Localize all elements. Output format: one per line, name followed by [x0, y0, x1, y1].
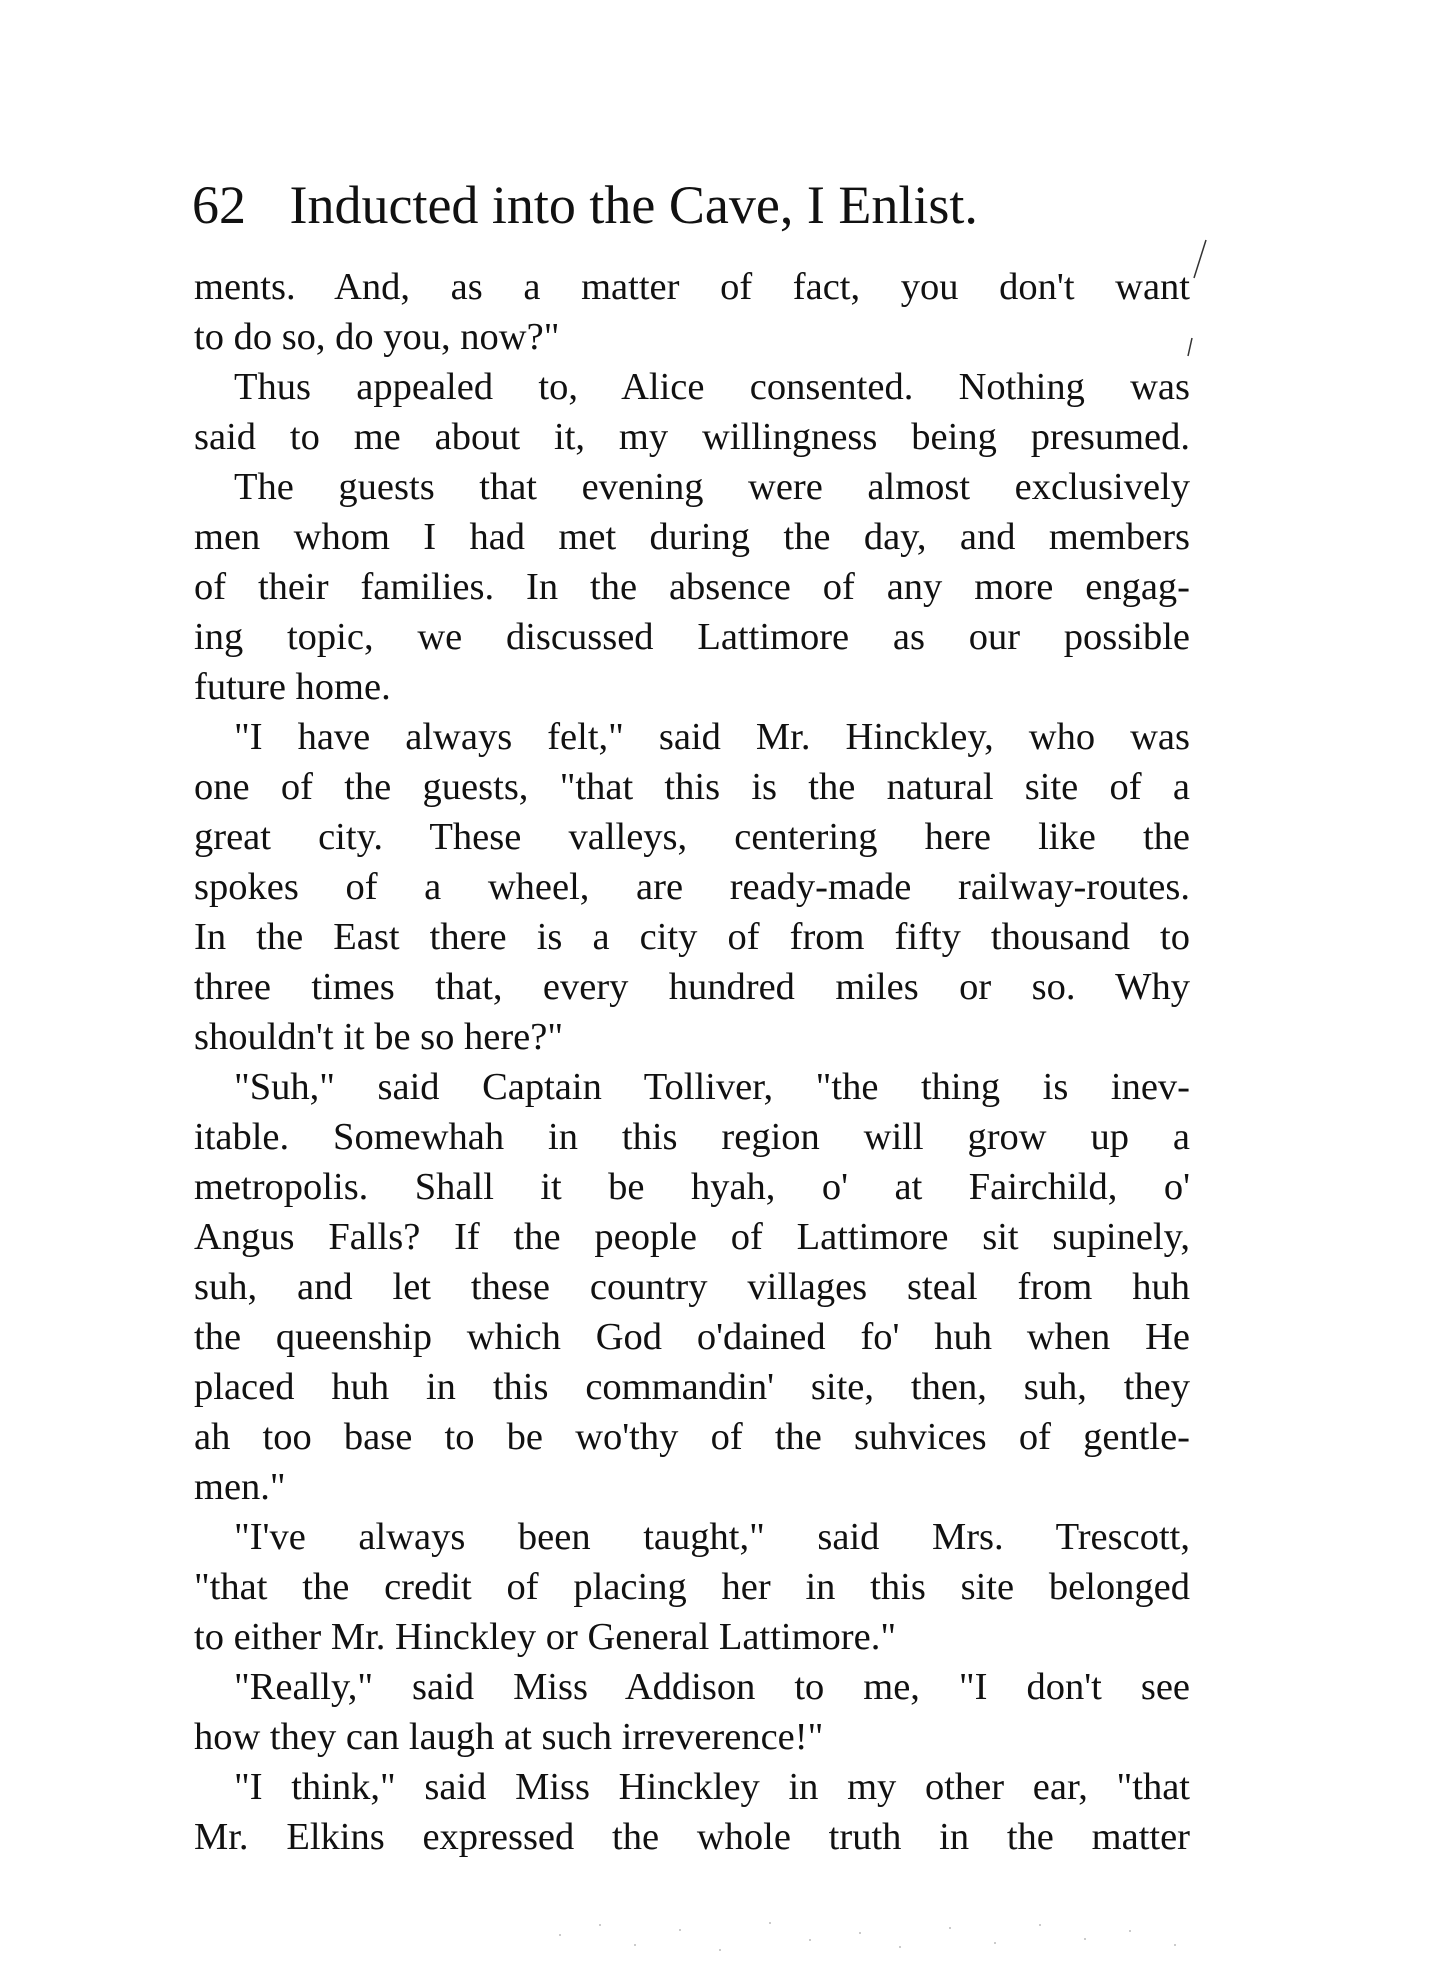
text-line: ments. And, as a matter of fact, you don't want [194, 266, 1190, 308]
text-line: "I've always been taught," said Mrs. Trescott, [234, 1516, 1190, 1558]
text-line: suh, and let these country villages steal from huh [194, 1266, 1190, 1308]
page-header [192, 170, 1192, 240]
text-line: to do so, do you, now?" [194, 316, 560, 358]
text-line: metropolis. Shall it be hyah, o' at Fairchild, o' [194, 1166, 1190, 1208]
text-line: Angus Falls? If the people of Lattimore sit supinely, [194, 1216, 1190, 1258]
text-line: "I have always felt," said Mr. Hinckley, who was [234, 716, 1190, 758]
text-line: how they can laugh at such irreverence!" [194, 1716, 824, 1758]
text-line: one of the guests, "that this is the natural site of a [194, 766, 1190, 808]
paragraph-6 [194, 1512, 1190, 1662]
text-line: ing topic, we discussed Lattimore as our possible [194, 616, 1190, 658]
text-line: "I think," said Miss Hinckley in my other ear, "that [234, 1766, 1190, 1808]
paragraph-1 [194, 262, 1190, 362]
text-line: said to me about it, my willingness being presumed. [194, 416, 1190, 458]
paragraph-3 [194, 462, 1190, 712]
text-line: "that the credit of placing her in this site belonged [194, 1566, 1190, 1608]
text-line: The guests that evening were almost exclusively [234, 466, 1190, 508]
paragraph-4 [194, 712, 1190, 1062]
text-line: spokes of a wheel, are ready-made railway-routes. [194, 866, 1190, 908]
text-line: three times that, every hundred miles or so. Why [194, 966, 1190, 1008]
text-line: Thus appealed to, Alice consented. Nothing was [234, 366, 1190, 408]
scan-speckle-noise [540, 1895, 1220, 1965]
text-line: men whom I had met during the day, and members [194, 516, 1190, 558]
text-line: ah too base to be wo'thy of the suhvices of gentle- [194, 1416, 1190, 1458]
running-title: Inducted into the Cave, I Enlist. [289, 175, 978, 235]
text-line: In the East there is a city of from fifty thousand to [194, 916, 1190, 958]
text-line: of their families. In the absence of any more engag- [194, 566, 1190, 608]
text-line: shouldn't it be so here?" [194, 1016, 564, 1058]
paragraph-5 [194, 1062, 1190, 1512]
paragraph-8 [194, 1762, 1190, 1862]
text-line: men." [194, 1466, 286, 1508]
paragraph-2 [194, 362, 1190, 462]
text-line: placed huh in this commandin' site, then, suh, they [194, 1366, 1190, 1408]
page-number: 62 [192, 175, 246, 235]
text-line: great city. These valleys, centering here like the [194, 816, 1190, 858]
text-line: future home. [194, 666, 391, 708]
paragraph-7 [194, 1662, 1190, 1762]
text-line: to either Mr. Hinckley or General Lattimore." [194, 1616, 897, 1658]
text-line: itable. Somewhah in this region will grow up a [194, 1116, 1190, 1158]
text-line: "Really," said Miss Addison to me, "I don't see [234, 1666, 1190, 1708]
text-line: Mr. Elkins expressed the whole truth in the matter [194, 1816, 1190, 1858]
text-line: "Suh," said Captain Tolliver, "the thing is inev- [234, 1066, 1190, 1108]
text-line: the queenship which God o'dained fo' huh when He [194, 1316, 1190, 1358]
body-text [194, 262, 1190, 1862]
